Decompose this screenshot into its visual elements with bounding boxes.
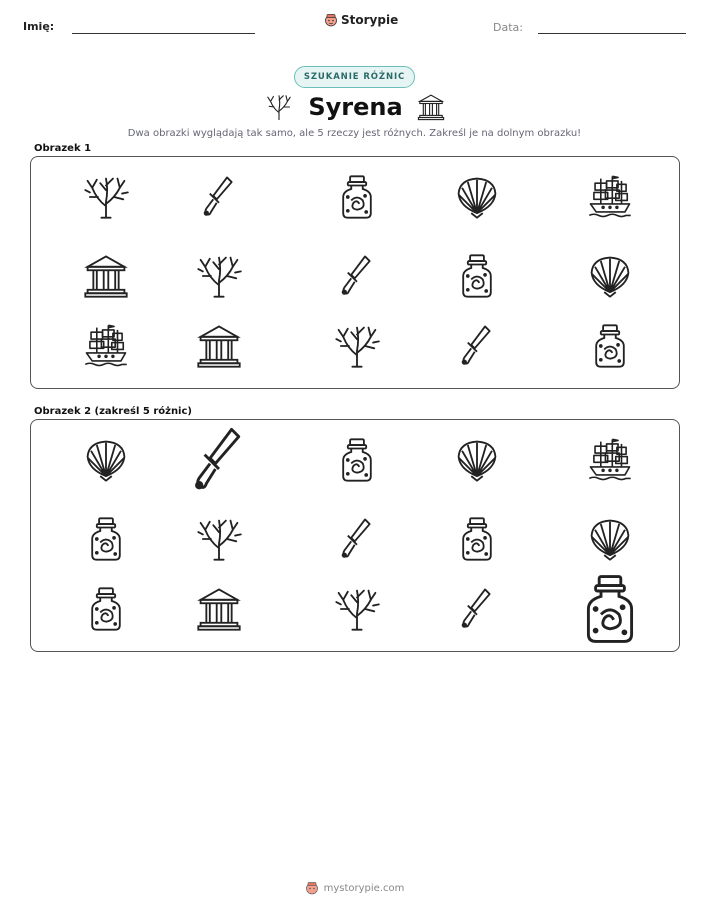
temple-icon [196, 323, 242, 369]
storypie-mascot-icon [324, 13, 338, 27]
ship-icon [587, 174, 633, 220]
picture1-label: Obrazek 1 [34, 143, 92, 154]
grid-cell [587, 323, 633, 369]
brand-name: Storypie [341, 13, 399, 27]
bottle-icon [454, 516, 500, 562]
dagger-icon [334, 253, 380, 299]
coral-icon [264, 93, 294, 121]
footer [0, 881, 709, 895]
grid-cell [83, 174, 129, 220]
bottle-icon [454, 253, 500, 299]
dagger-icon [196, 174, 242, 220]
grid-cell [587, 253, 633, 299]
grid-cell[interactable] [196, 516, 242, 562]
picture2-label: Obrazek 2 (zakreśl 5 różnic) [34, 406, 192, 417]
ship-icon [587, 437, 633, 483]
grid-cell [334, 323, 380, 369]
grid-cell[interactable] [334, 516, 380, 562]
coral-icon [83, 174, 129, 220]
grid-cell[interactable] [83, 437, 129, 483]
coral-icon [196, 253, 242, 299]
temple-icon [417, 93, 445, 121]
activity-badge: SZUKANIE RÓŻNIC [294, 66, 415, 88]
brand-logo [324, 13, 398, 27]
shell-icon [83, 437, 129, 483]
dagger-icon [454, 323, 500, 369]
bottle-icon [334, 437, 380, 483]
footer-url: mystorypie.com [323, 882, 405, 894]
grid-cell[interactable] [83, 586, 129, 632]
temple-icon [83, 253, 129, 299]
bottle-icon [83, 586, 129, 632]
grid-cell[interactable] [334, 437, 380, 483]
grid-cell[interactable] [587, 516, 633, 562]
grid-cell[interactable] [196, 586, 242, 632]
date-label: Data: [493, 21, 523, 34]
shell-icon [454, 174, 500, 220]
date-line[interactable] [538, 33, 686, 34]
bottle-icon [574, 573, 646, 645]
grid-cell[interactable] [83, 516, 129, 562]
page-title: Syrena [308, 93, 403, 121]
instructions: Dwa obrazki wyglądają tak samo, ale 5 rzeczy jest różnych. Zakreśl je na dolnym obrazku! [127, 128, 582, 139]
shell-icon [454, 437, 500, 483]
temple-icon [196, 586, 242, 632]
bottle-icon [83, 516, 129, 562]
bottle-icon [334, 174, 380, 220]
coral-icon [196, 516, 242, 562]
title-row [0, 90, 709, 124]
coral-icon [334, 323, 380, 369]
dagger-icon [454, 586, 500, 632]
dagger-icon [334, 516, 380, 562]
grid-cell[interactable] [334, 586, 380, 632]
grid-cell[interactable] [454, 516, 500, 562]
grid-cell [587, 174, 633, 220]
grid-cell [196, 174, 242, 220]
coral-icon [334, 586, 380, 632]
name-line[interactable] [72, 33, 255, 34]
shell-icon [587, 253, 633, 299]
grid-cell [334, 253, 380, 299]
grid-cell[interactable] [454, 586, 500, 632]
grid-cell [196, 253, 242, 299]
grid-cell[interactable] [574, 573, 646, 645]
shell-icon [587, 516, 633, 562]
grid-cell[interactable] [454, 437, 500, 483]
dagger-icon [183, 424, 255, 496]
grid-cell [454, 323, 500, 369]
ship-icon [83, 323, 129, 369]
grid-cell [83, 253, 129, 299]
grid-cell[interactable] [183, 424, 255, 496]
bottle-icon [587, 323, 633, 369]
grid-cell[interactable] [587, 437, 633, 483]
grid-cell [334, 174, 380, 220]
grid-cell [454, 253, 500, 299]
grid-cell [83, 323, 129, 369]
name-label: Imię: [23, 20, 55, 33]
grid-cell [454, 174, 500, 220]
grid-cell [196, 323, 242, 369]
storypie-mascot-icon [305, 881, 319, 895]
